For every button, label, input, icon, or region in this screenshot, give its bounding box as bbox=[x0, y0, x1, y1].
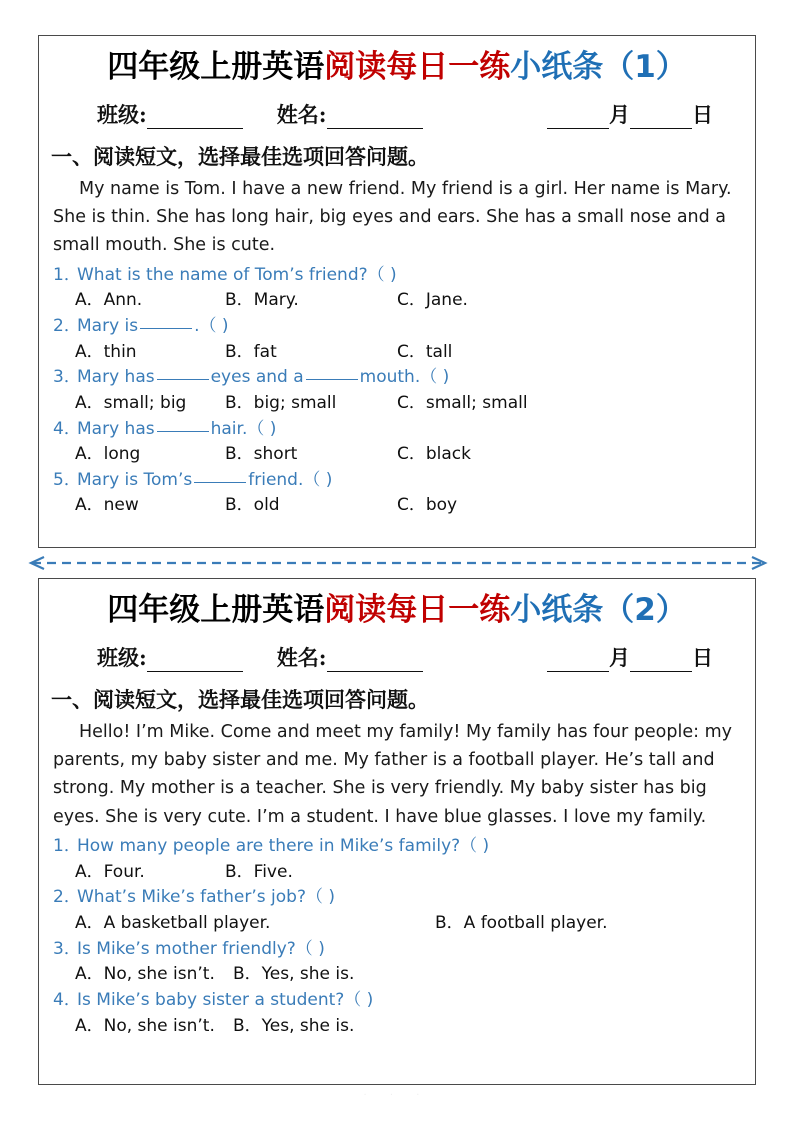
option-b[interactable]: B．big; small bbox=[225, 392, 337, 413]
option-b[interactable]: B．Five. bbox=[225, 861, 293, 882]
question-number: 1． bbox=[53, 836, 81, 857]
option-row bbox=[53, 911, 745, 937]
option-b[interactable]: B．Yes, she is. bbox=[233, 1015, 355, 1036]
option-c[interactable]: C．boy bbox=[397, 495, 458, 516]
option-row bbox=[53, 442, 745, 468]
class-input-blank[interactable] bbox=[147, 654, 243, 672]
name-input-blank[interactable] bbox=[327, 654, 423, 672]
question-number: 2． bbox=[53, 316, 81, 336]
question-number: 3． bbox=[53, 938, 81, 959]
scissors-cut-line-icon bbox=[18, 556, 778, 570]
option-a[interactable]: A．long bbox=[75, 444, 141, 465]
day-label: 日 bbox=[692, 101, 713, 127]
question-text: Mary has bbox=[77, 418, 155, 439]
question-text-mid: eyes and a bbox=[210, 367, 304, 388]
worksheet-title-2 bbox=[39, 593, 755, 629]
question-text: Mary has bbox=[77, 367, 155, 388]
worksheet-card-1 bbox=[38, 35, 756, 548]
question-number: 1． bbox=[53, 264, 81, 285]
option-c[interactable]: C．tall bbox=[397, 341, 453, 362]
option-a[interactable]: A．Ann. bbox=[75, 290, 143, 311]
question-text-tail: mouth.（ ) bbox=[359, 367, 450, 388]
student-info-line-2 bbox=[39, 642, 755, 672]
question-row bbox=[53, 834, 745, 860]
option-b[interactable]: B．A football player. bbox=[435, 912, 608, 933]
question-text: What is the name of Tom’s friend?（ ) bbox=[77, 264, 397, 285]
question-text-tail: .（ ) bbox=[194, 316, 229, 336]
month-input-blank[interactable] bbox=[547, 654, 609, 672]
question-list-2 bbox=[39, 834, 755, 1039]
month-label: 月 bbox=[609, 644, 630, 670]
option-a[interactable]: A．new bbox=[75, 495, 139, 516]
option-a[interactable]: A．small; big bbox=[75, 392, 187, 413]
title-part-red: 阅读每日一练 bbox=[324, 49, 511, 85]
question-row bbox=[53, 314, 745, 340]
question-text: Mary is bbox=[77, 316, 139, 336]
question-text: Is Mike’s mother friendly?（ ) bbox=[77, 938, 325, 959]
reading-passage-2: Hello! I’m Mike. Come and meet my family! My family has four people: my parents, my baby sister and me. My father is a football player. He’s tall and strong. My mother is a teacher. She is very friendly. My baby sister has big eyes. She is very cute. I’m a student. I have blue glasses. I love my family. bbox=[53, 721, 732, 827]
class-label: 班级: bbox=[97, 101, 147, 127]
question-text: Is Mike’s baby sister a student?（ ) bbox=[77, 990, 374, 1010]
option-c[interactable]: C．small; small bbox=[397, 392, 528, 413]
option-b[interactable]: B．old bbox=[225, 495, 280, 516]
class-input-blank[interactable] bbox=[147, 111, 243, 129]
option-row bbox=[53, 493, 745, 519]
answer-blank[interactable] bbox=[157, 365, 209, 380]
title-part-black: 四年级上册英语 bbox=[107, 592, 325, 628]
question-number: 4． bbox=[53, 990, 81, 1010]
day-label: 日 bbox=[692, 644, 713, 670]
page-watermark: · · · bbox=[363, 1090, 430, 1101]
option-c[interactable]: C．black bbox=[397, 444, 471, 465]
option-row bbox=[53, 860, 745, 886]
day-input-blank[interactable] bbox=[630, 654, 692, 672]
option-c[interactable]: C．Jane. bbox=[397, 290, 468, 311]
name-label: 姓名: bbox=[276, 101, 327, 127]
title-part-black: 四年级上册英语 bbox=[107, 49, 325, 85]
question-row bbox=[53, 417, 745, 443]
question-row bbox=[53, 468, 745, 494]
option-row bbox=[53, 340, 745, 366]
option-row bbox=[53, 391, 745, 417]
answer-blank[interactable] bbox=[157, 417, 209, 432]
question-list-1 bbox=[39, 263, 755, 520]
question-row bbox=[53, 937, 745, 963]
name-label: 姓名: bbox=[276, 644, 327, 670]
option-b[interactable]: B．Yes, she is. bbox=[233, 964, 355, 985]
month-input-blank[interactable] bbox=[547, 111, 609, 129]
option-a[interactable]: A．A basketball player. bbox=[75, 912, 271, 933]
question-text: What’s Mike’s father’s job?（ ) bbox=[77, 887, 336, 908]
option-row bbox=[53, 962, 745, 988]
question-text: Mary is Tom’s bbox=[77, 469, 193, 490]
question-text: How many people are there in Mike’s family?（ ) bbox=[77, 836, 490, 857]
option-a[interactable]: A．No, she isn’t. bbox=[75, 964, 215, 985]
worksheet-title-1 bbox=[39, 50, 755, 86]
title-part-blue: 小纸条（2） bbox=[510, 592, 687, 628]
question-row bbox=[53, 988, 745, 1014]
option-a[interactable]: A．Four. bbox=[75, 861, 145, 882]
option-row bbox=[53, 1014, 745, 1040]
option-b[interactable]: B．Mary. bbox=[225, 290, 299, 311]
option-row bbox=[53, 288, 745, 314]
question-row bbox=[53, 263, 745, 289]
worksheet-card-2 bbox=[38, 578, 756, 1085]
answer-blank[interactable] bbox=[140, 314, 192, 329]
cut-line-divider bbox=[18, 556, 778, 570]
student-info-line-1 bbox=[39, 99, 755, 129]
name-input-blank[interactable] bbox=[327, 111, 423, 129]
option-b[interactable]: B．fat bbox=[225, 341, 277, 362]
question-text-tail: friend.（ ) bbox=[248, 469, 333, 490]
section-heading-1: 一、阅读短文，选择最佳选项回答问题。 bbox=[51, 143, 429, 169]
reading-passage-1: My name is Tom. I have a new friend. My friend is a girl. Her name is Mary. She is thin. She has long hair, big eyes and ears. She has a small nose and a small mouth. She is cute. bbox=[53, 178, 732, 256]
question-number: 4． bbox=[53, 418, 81, 439]
class-label: 班级: bbox=[97, 644, 147, 670]
question-row bbox=[53, 365, 745, 391]
title-part-red: 阅读每日一练 bbox=[324, 592, 511, 628]
option-a[interactable]: A．thin bbox=[75, 341, 137, 362]
question-row bbox=[53, 885, 745, 911]
option-b[interactable]: B．short bbox=[225, 444, 298, 465]
question-number: 2． bbox=[53, 887, 81, 908]
day-input-blank[interactable] bbox=[630, 111, 692, 129]
question-text-tail: hair.（ ) bbox=[210, 418, 277, 439]
title-part-blue: 小纸条（1） bbox=[510, 49, 687, 85]
question-number: 3． bbox=[53, 367, 81, 388]
option-a[interactable]: A．No, she isn’t. bbox=[75, 1015, 215, 1036]
question-number: 5． bbox=[53, 469, 81, 490]
section-heading-2: 一、阅读短文，选择最佳选项回答问题。 bbox=[51, 686, 429, 712]
answer-blank-2[interactable] bbox=[306, 365, 358, 380]
month-label: 月 bbox=[609, 101, 630, 127]
answer-blank[interactable] bbox=[194, 468, 246, 483]
